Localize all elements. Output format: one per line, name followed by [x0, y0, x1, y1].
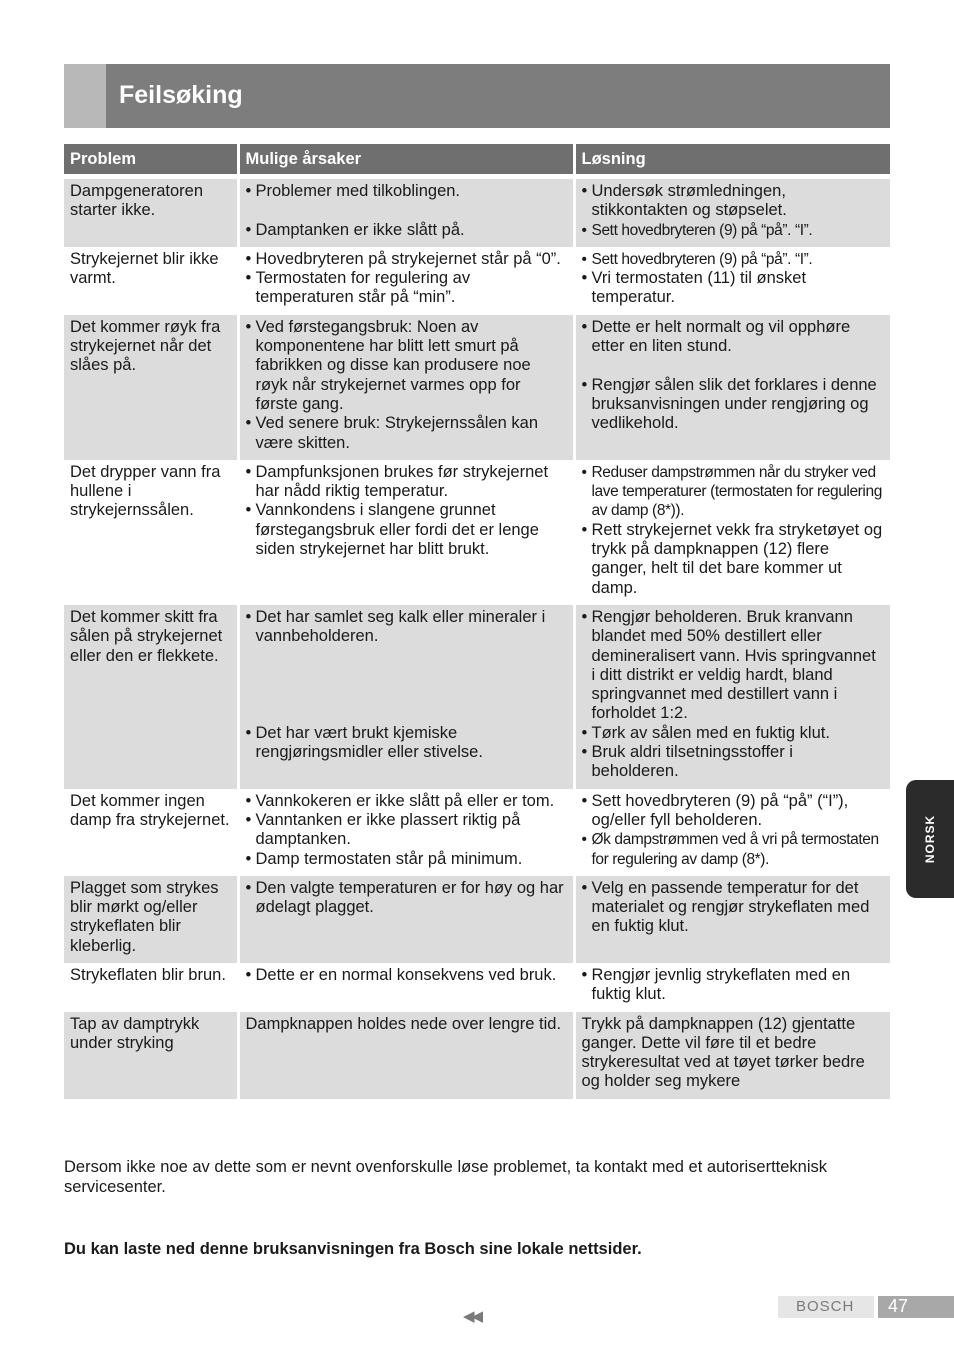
- solution-item: • Velg en passende temperatur for det materialet og rengjør strykeflaten med en fuktig klut.: [582, 879, 885, 937]
- cause-item: • Ved førstegangsbruk: Noen av komponentene har blitt lett smurt på fabrikken og disse kan produsere noe røyk når strykejernet varmes opp for første gang.: [246, 318, 567, 414]
- solution-item: • Rengjør jevnlig strykeflaten med en fuktig klut.: [582, 966, 885, 1005]
- causes-cell: [238, 460, 574, 605]
- service-note: Dersom ikke noe av dette som er nevnt ovenforskulle løse problemet, ta kontakt med et autorisertteknisk servicesenter.: [64, 1158, 828, 1196]
- download-note: Du kan laste ned denne bruksanvisningen fra Bosch sine lokale nettsider.: [64, 1240, 642, 1258]
- solution-item: • Sett hovedbryteren (9) på “på”. “I”.: [582, 250, 885, 269]
- cause-item: • Vannkondens i slangene grunnet førstegangsbruk eller fordi det er lenge siden strykejernet har blitt brukt.: [246, 501, 567, 559]
- table-row: [64, 605, 890, 789]
- table-row: [64, 963, 890, 1012]
- column-header-causes: Mulige årsaker: [238, 144, 574, 177]
- cause-item: • Termostaten for regulering av temperaturen står på “min”.: [246, 269, 567, 308]
- brand-label-box: [778, 1296, 874, 1318]
- table-row: [64, 315, 890, 460]
- solution-item: • Vri termostaten (11) til ønsket temperatur.: [582, 269, 885, 308]
- solution-cell: [574, 789, 890, 876]
- problem-cell: Det drypper vann fra hullene i strykejernssålen.: [64, 460, 238, 605]
- solution-item: • Dette er helt normalt og vil opphøre etter en liten stund.: [582, 318, 885, 357]
- cause-item: • Vanntanken er ikke plassert riktig på damptanken.: [246, 811, 567, 850]
- solution-item: • Øk dampstrømmen ved å vri på termostaten for regulering av damp (8*).: [582, 830, 885, 869]
- solution-cell: [574, 876, 890, 963]
- solution-item: • Bruk aldri tilsetningsstoffer i beholderen.: [582, 743, 885, 782]
- causes-cell: [238, 789, 574, 876]
- solution-cell: [574, 605, 890, 789]
- cause-item: • Problemer med tilkoblingen.: [246, 182, 567, 201]
- causes-cell: [238, 247, 574, 315]
- causes-cell: [238, 605, 574, 789]
- cause-item: • Det har samlet seg kalk eller mineraler i vannbeholderen.: [246, 608, 567, 647]
- solution-item: • Undersøk strømledningen, stikkontakten og støpselet.: [582, 182, 885, 221]
- problem-cell: Det kommer røyk fra strykejernet når det slåes på.: [64, 315, 238, 460]
- solution-item: • Tørk av sålen med en fuktig klut.: [582, 724, 885, 743]
- problem-cell: Det kommer skitt fra sålen på strykejernet eller den er flekkete.: [64, 605, 238, 789]
- cause-item: • Ved senere bruk: Strykejernssålen kan være skitten.: [246, 414, 567, 453]
- cause-item: • Hovedbryteren på strykejernet står på “0”.: [246, 250, 567, 269]
- page-header: [64, 64, 890, 128]
- causes-cell: [238, 315, 574, 460]
- table-row: [64, 789, 890, 876]
- cause-item: • Dampfunksjonen brukes før strykejernet har nådd riktig temperatur.: [246, 463, 567, 502]
- causes-cell: [238, 876, 574, 963]
- solution-item: • Reduser dampstrømmen når du stryker ved lave temperaturer (termostaten for regulering av damp (8*)).: [582, 463, 885, 521]
- solution-cell: [574, 460, 890, 605]
- solution-cell: [574, 247, 890, 315]
- solution-cell: [574, 315, 890, 460]
- solution-cell: [574, 963, 890, 1012]
- problem-cell: Tap av damptrykk under stryking: [64, 1012, 238, 1099]
- solution-cell: Trykk på dampknappen (12) gjentatte ganger. Dette vil føre til et bedre strykeresultat ved at tøyet tørker bedre og holder seg mykere: [574, 1012, 890, 1099]
- cause-item: • Vannkokeren er ikke slått på eller er tom.: [246, 792, 567, 811]
- solution-cell: [574, 177, 890, 247]
- page-number-box: [878, 1296, 954, 1318]
- solution-item: • Rengjør beholderen. Bruk kranvann blandet med 50% destillert eller demineralisert vann. Hvis springvannet i ditt distrikt er veldig hardt, bland springvannet med destillert vann i forholdet 1:2.: [582, 608, 885, 724]
- solution-item: • Sett hovedbryteren (9) på “på”. “I”.: [582, 221, 885, 240]
- column-header-solution: Løsning: [574, 144, 890, 177]
- table-row: [64, 460, 890, 605]
- cause-item: • Den valgte temperaturen er for høy og har ødelagt plagget.: [246, 879, 567, 918]
- table-header-row: [64, 144, 890, 177]
- problem-cell: Strykejernet blir ikke varmt.: [64, 247, 238, 315]
- troubleshooting-table: [64, 144, 890, 1099]
- header-tab-accent: [64, 64, 106, 128]
- causes-cell: [238, 963, 574, 1012]
- cause-item: • Det har vært brukt kjemiske rengjøringsmidler eller stivelse.: [246, 724, 567, 763]
- language-tab-label: NORSK: [923, 814, 937, 864]
- cause-item: • Dette er en normal konsekvens ved bruk.: [246, 966, 567, 985]
- table-row: [64, 876, 890, 963]
- page-number: 47: [888, 1296, 909, 1316]
- problem-cell: Det kommer ingen damp fra strykejernet.: [64, 789, 238, 876]
- problem-cell: Plagget som strykes blir mørkt og/eller strykeflaten blir kleberlig.: [64, 876, 238, 963]
- cause-item: • Damp termostaten står på minimum.: [246, 850, 567, 869]
- column-header-problem: Problem: [64, 144, 238, 177]
- table-row: [64, 177, 890, 247]
- causes-cell: Dampknappen holdes nede over lengre tid.: [238, 1012, 574, 1099]
- solution-item: • Sett hovedbryteren (9) på “på” (“I”), og/eller fyll beholderen.: [582, 792, 885, 831]
- table-row: [64, 1012, 890, 1099]
- cause-item: • Damptanken er ikke slått på.: [246, 221, 567, 240]
- problem-cell: Strykeflaten blir brun.: [64, 963, 238, 1012]
- causes-cell: [238, 177, 574, 247]
- solution-item: • Rett strykejernet vekk fra stryketøyet og trykk på dampknappen (12) flere ganger, helt til det bare kommer ut damp.: [582, 521, 885, 598]
- language-tab: [906, 780, 954, 898]
- problem-cell: Dampgeneratoren starter ikke.: [64, 177, 238, 247]
- double-left-arrow-icon[interactable]: ◀◀: [463, 1308, 481, 1325]
- page-title: Feilsøking: [119, 81, 243, 109]
- solution-item: • Rengjør sålen slik det forklares i denne bruksanvisningen under rengjøring og vedlikehold.: [582, 376, 885, 434]
- table-row: [64, 247, 890, 315]
- brand-label: BOSCH: [796, 1298, 855, 1315]
